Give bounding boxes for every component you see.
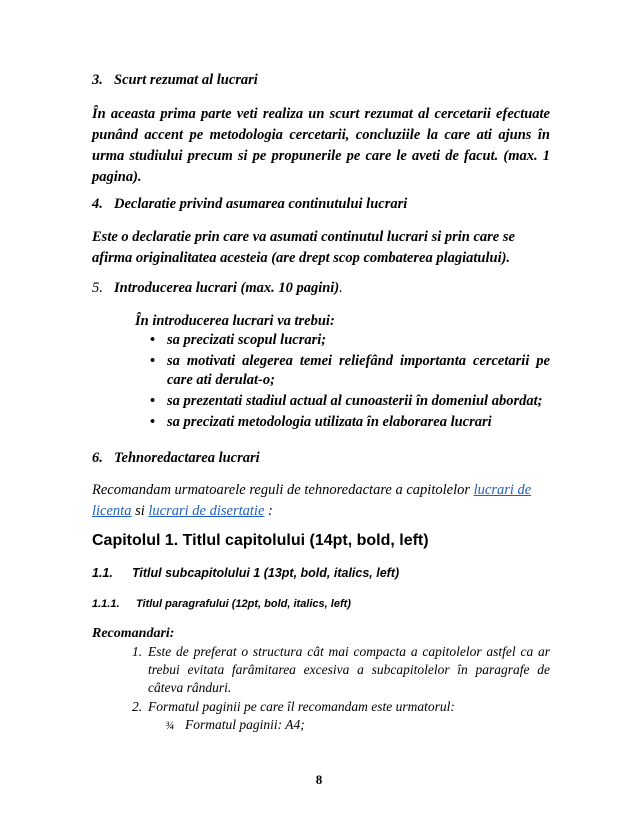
bullet-icon: • [150,332,156,348]
paragraph-title: Titlul paragrafului (12pt, bold, italics, left) [136,598,351,610]
section-3-heading [92,72,550,89]
section-title: Declaratie privind asumarea continutului lucrari [114,196,408,212]
section-number: 4. [92,196,103,212]
section-title: Tehnoredactarea lucrari [114,450,260,466]
list-item: 1. Este de preferat o structura cât mai compacta a capitolelor astfel ca ar trebui evitata farâmitarea excesiva a subcapitolelor în paragrafe de câteva rânduri. [132,644,550,695]
recommendations-heading: Recomandari: [92,626,175,641]
section-number: 5. [92,280,103,296]
list-marker: ¾ [165,718,174,732]
link-disertatie[interactable]: lucrari de disertatie [148,503,265,519]
section-5-heading [92,280,550,297]
paragraph-title-example [92,598,550,610]
section-title-tail: . [339,280,343,296]
list-item: • sa precizati metodologia utilizata în elaborarea lucrari [150,414,492,430]
format-sub-item: ¾ Formatul paginii: A4; [165,717,305,732]
recommendations-list-continued [92,698,550,716]
bullet-icon: • [150,353,156,369]
section-4-paragraph: Este o declaratie prin care va asumati continutul lucrari si prin care se afirma originalitatea acesteia (are drept scop combaterea plagiatului). [92,229,515,266]
introduction-requirements-list [150,331,550,434]
section-6-heading [92,450,550,467]
introduction-lead: În introducerea lucrari va trebui: [135,313,335,329]
link-licenta[interactable]: lucrari de licenta [92,482,532,519]
subchapter-title: Titlul subcapitolului 1 (13pt, bold, italics, left) [132,566,400,580]
subchapter-number: 1.1. [92,566,113,580]
paragraph-number: 1.1.1. [92,598,120,610]
page-number: 8 [315,772,323,787]
section-3-paragraph: În aceasta prima parte veti realiza un scurt rezumat al cercetarii efectuate punând accent pe metodologia cercetarii, concluziile la care ati ajuns în urma studiului precum si pe propunerile pe care le aveti de facut. (max. 1 pagina). [92,106,550,185]
list-item: • sa motivati alegerea temei reliefând importanta cercetarii pe care ati derulat-o; [150,353,550,388]
bullet-icon: • [150,414,156,430]
bullet-icon: • [150,393,156,409]
list-item: 2. Formatul paginii pe care îl recomandam este urmatorul: [132,699,455,714]
subchapter-title-example [92,566,550,580]
section-title: Introducerea lucrari (max. 10 pagini) [114,280,340,296]
recommendations-list [92,643,550,697]
section-number: 6. [92,450,103,466]
chapter-title-example: Capitolul 1. Titlul capitolului (14pt, bold, left) [92,532,429,549]
section-title: Scurt rezumat al lucrari [114,72,258,88]
list-item: • sa prezentati stadiul actual al cunoasterii în domeniul abordat; [150,393,543,409]
section-4-heading [92,196,550,213]
section-number: 3. [92,72,103,88]
section-6-paragraph: Recomandam urmatoarele reguli de tehnoredactare a capitolelor lucrari de licenta si lucrari de disertatie : [92,482,532,519]
list-item: • sa precizati scopul lucrari; [150,332,327,348]
